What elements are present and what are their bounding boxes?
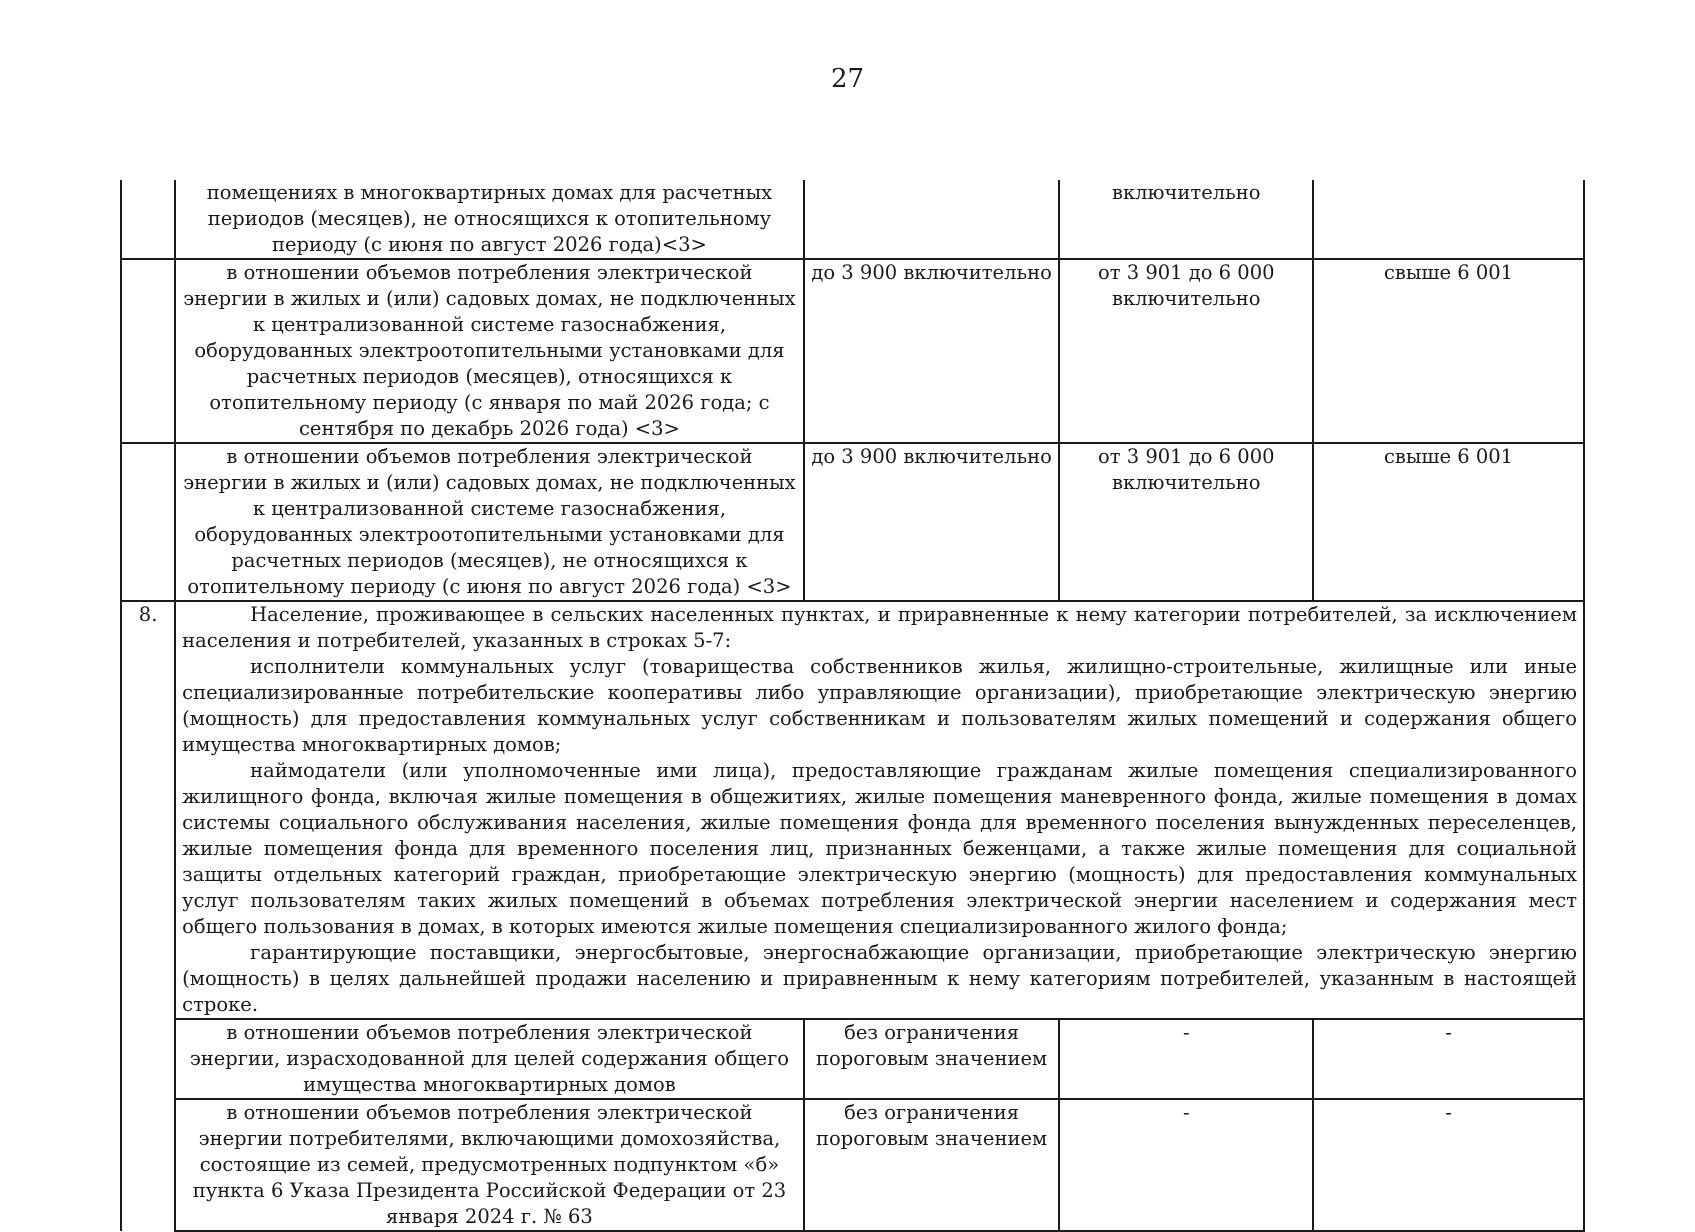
description-cell: помещениях в многоквартирных домах для расчетных периодов (месяцев), не относящихся к отопительному периоду (с июня по август 2026 года)<3> xyxy=(175,180,804,259)
range-2-cell: включительно xyxy=(1059,180,1313,259)
page-number: 27 xyxy=(830,64,865,94)
description-cell: в отношении объемов потребления электрической энергии, израсходованной для целей содержания общего имущества многоквартирных домов xyxy=(175,1019,804,1099)
range-2-cell: от 3 901 до 6 000 включительно xyxy=(1059,443,1313,601)
range-2-cell: - xyxy=(1059,1019,1313,1099)
table-row-8 xyxy=(121,601,1584,1019)
range-1-cell: без ограничения пороговым значением xyxy=(804,1019,1060,1099)
category-description-cell xyxy=(175,601,1584,1019)
category-paragraph: гарантирующие поставщики, энергосбытовые, энергоснабжающие организации, приобретающие электрическую энергию (мощность) в целях дальнейшей продажи населению и приравненным к нему категориям потребителей, указанным в настоящей строке. xyxy=(182,941,1577,1016)
description-cell: в отношении объемов потребления электрической энергии потребителями, включающими домохозяйства, состоящие из семей, предусмотренных подпунктом «б» пункта 6 Указа Президента Российской Федерации от 23 января 2024 г. № 63 xyxy=(175,1099,804,1231)
range-3-cell: - xyxy=(1313,1019,1584,1099)
table-row xyxy=(121,259,1584,443)
row-number-cell: 8. xyxy=(121,601,175,1231)
range-3-cell: свыше 6 001 xyxy=(1313,443,1584,601)
range-1-cell: до 3 900 включительно xyxy=(804,259,1060,443)
range-1-cell xyxy=(804,180,1060,259)
table-row xyxy=(121,180,1584,259)
row-number-cell xyxy=(121,180,175,259)
category-paragraph: Население, проживающее в сельских населенных пунктах, и приравненные к нему категории потребителей, за исключением населения и потребителей, указанных в строках 5-7: xyxy=(182,603,1577,652)
row-number-cell xyxy=(121,259,175,443)
range-3-cell: - xyxy=(1313,1099,1584,1231)
range-2-cell: от 3 901 до 6 000 включительно xyxy=(1059,259,1313,443)
range-1-cell: без ограничения пороговым значением xyxy=(804,1099,1060,1231)
range-1-cell: до 3 900 включительно xyxy=(804,443,1060,601)
range-2-cell: - xyxy=(1059,1099,1313,1231)
table-row xyxy=(121,443,1584,601)
table-row xyxy=(121,1019,1584,1099)
table-row xyxy=(121,1099,1584,1231)
range-3-cell: свыше 6 001 xyxy=(1313,259,1584,443)
category-paragraph: исполнители коммунальных услуг (товарищества собственников жилья, жилищно-строительные, жилищные или иные специализированные потребительские кооперативы либо управляющие организации), приобретающие электрическую энергию (мощность) для предоставления коммунальных услуг собственникам и пользователям жилых помещений и содержания общего имущества многоквартирных домов; xyxy=(182,655,1577,756)
tariff-table xyxy=(120,180,1585,1232)
description-cell: в отношении объемов потребления электрической энергии в жилых и (или) садовых домах, не подключенных к централизованной системе газоснабжения, оборудованных электроотопительными установками для расчетных периодов (месяцев), не относящихся к отопительному периоду (с июня по август 2026 года) <3> xyxy=(175,443,804,601)
category-paragraph: наймодатели (или уполномоченные ими лица), предоставляющие гражданам жилые помещения специализированного жилищного фонда, включая жилые помещения в общежитиях, жилые помещения маневренного фонда, жилые помещения в домах системы социального обслуживания населения, жилые помещения фонда для временного поселения вынужденных переселенцев, жилые помещения фонда для временного поселения лиц, признанных беженцами, а также жилые помещения для социальной защиты отдельных категорий граждан, приобретающие электрическую энергию (мощность) для предоставления коммунальных услуг пользователям таких жилых помещений в объемах потребления электрической энергии населением и содержания мест общего пользования в домах, в которых имеются жилые помещения специализированного жилого фонда; xyxy=(182,759,1577,938)
row-number-cell xyxy=(121,443,175,601)
description-cell: в отношении объемов потребления электрической энергии в жилых и (или) садовых домах, не подключенных к централизованной системе газоснабжения, оборудованных электроотопительными установками для расчетных периодов (месяцев), относящихся к отопительному периоду (с января по май 2026 года; с сентября по декабрь 2026 года) <3> xyxy=(175,259,804,443)
range-3-cell xyxy=(1313,180,1584,259)
